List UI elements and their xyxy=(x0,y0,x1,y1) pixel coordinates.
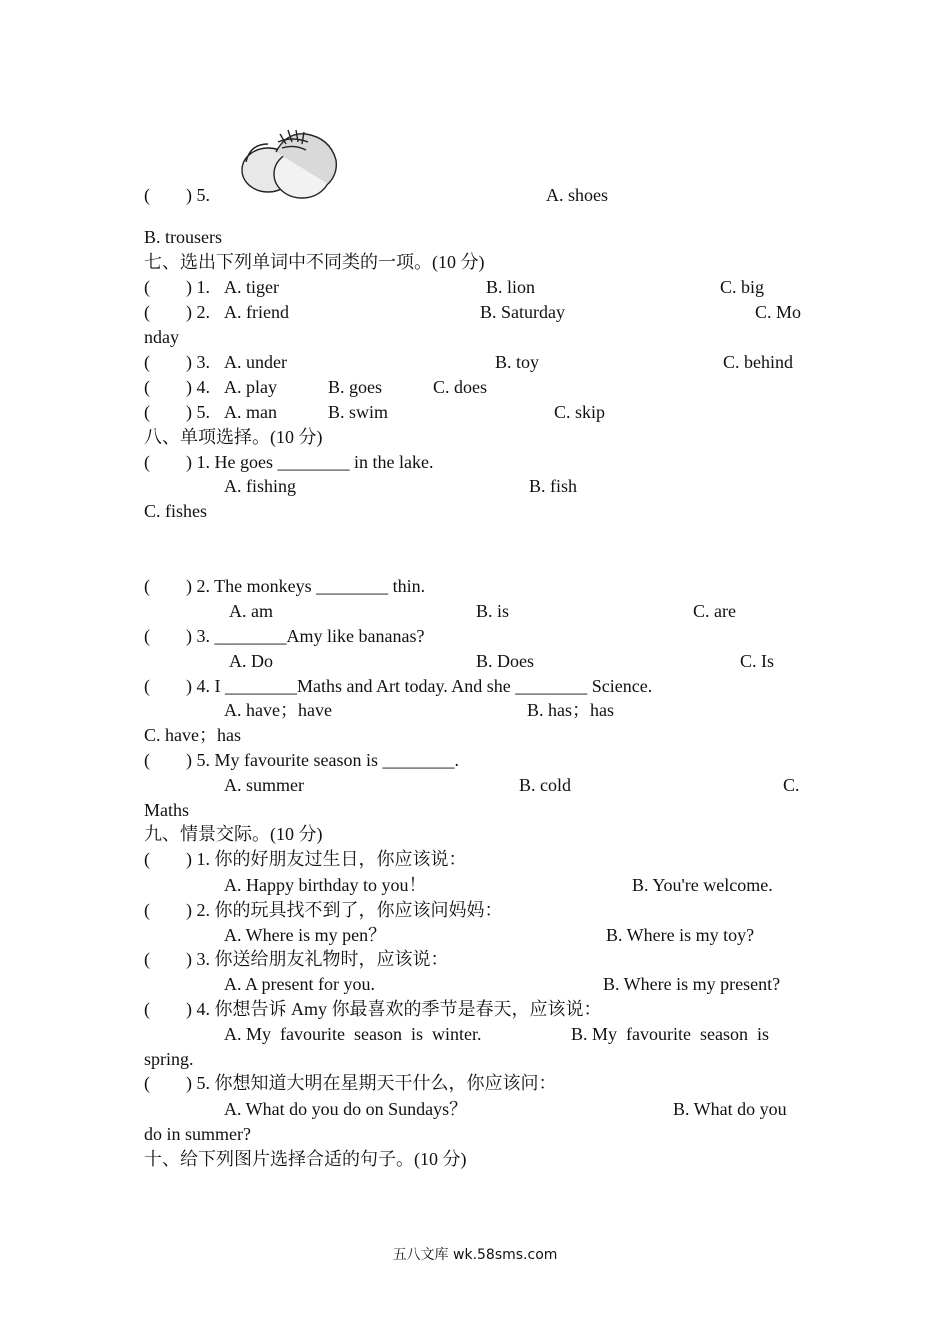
s8-q2-option-b: B. is xyxy=(476,601,510,621)
s9-q2-question: ( ) 2. 你的玩具找不到了，你应该问妈妈： xyxy=(144,900,503,920)
s7-q4-option-a: A. play xyxy=(224,377,277,397)
s9-q2-option-b: B. Where is my toy? xyxy=(606,925,755,945)
s9-q4-option-b: B. My favourite season is xyxy=(571,1024,769,1044)
s8-q3-option-b: B. Does xyxy=(476,651,534,671)
s7-q5-option-b: B. swim xyxy=(328,402,389,422)
s8-q3-question: ( ) 3. ________Amy like bananas? xyxy=(144,626,425,646)
s9-q4-question: ( ) 4. 你想告诉 Amy 你最喜欢的季节是春天，应该说： xyxy=(144,999,602,1019)
s7-q5-number: ( ) 5. xyxy=(144,402,210,422)
s8-q4-option-a: A. have；have xyxy=(224,700,332,720)
s7-q5-option-a: A. man xyxy=(224,402,277,422)
s9-q1-option-b: B. You're welcome. xyxy=(632,875,773,895)
section-7-title: 七、选出下列单词中不同类的一项。(10 分) xyxy=(144,252,485,272)
s8-q2-question: ( ) 2. The monkeys ________ thin. xyxy=(144,576,426,596)
sneakers-pair-icon xyxy=(236,122,344,202)
s7-q1-option-a: A. tiger xyxy=(224,277,279,297)
s7-q4-option-b: B. goes xyxy=(328,377,382,397)
s7-q2-number: ( ) 2. xyxy=(144,302,210,322)
s7-q2-option-a: A. friend xyxy=(224,302,289,322)
s7-q3-option-a: A. under xyxy=(224,352,287,372)
s7-q5-option-c: C. skip xyxy=(554,402,606,422)
section-8-title: 八、单项选择。(10 分) xyxy=(144,427,323,447)
s9-q1-question: ( ) 1. 你的好朋友过生日，你应该说： xyxy=(144,849,467,869)
s7-q2-option-c-cont: nday xyxy=(144,327,179,347)
s8-q5-option-b: B. cold xyxy=(519,775,571,795)
s9-q5-option-b-cont: do in summer? xyxy=(144,1124,251,1144)
s9-q4-option-b-cont: spring. xyxy=(144,1049,194,1069)
s8-q5-option-c-cont: Maths xyxy=(144,800,189,820)
s7-q1-option-c: C. big xyxy=(720,277,765,297)
s7-q3-option-b: B. toy xyxy=(495,352,540,372)
s8-q4-question: ( ) 4. I ________Maths and Art today. And she ________ Science. xyxy=(144,676,653,696)
s7-q4-number: ( ) 4. xyxy=(144,377,210,397)
s8-q4-option-c: C. have；has xyxy=(144,725,241,745)
s8-q2-option-a: A. am xyxy=(229,601,273,621)
s9-q5-option-a: A. What do you do on Sundays？ xyxy=(224,1099,468,1119)
s8-q2-option-c: C. are xyxy=(693,601,736,621)
s7-q3-option-c: C. behind xyxy=(723,352,793,372)
s8-q3-option-a: A. Do xyxy=(229,651,273,671)
q6-5-option-b: B. trousers xyxy=(144,227,222,247)
s8-q5-question: ( ) 5. My favourite season is ________. xyxy=(144,750,459,770)
s8-q3-option-c: C. Is xyxy=(740,651,775,671)
s8-q1-option-c: C. fishes xyxy=(144,501,207,521)
q6-5-option-a: A. shoes xyxy=(546,185,608,205)
s9-q3-option-b: B. Where is my present? xyxy=(603,974,781,994)
s8-q4-option-b: B. has；has xyxy=(527,700,614,720)
s7-q1-option-b: B. lion xyxy=(486,277,536,297)
s8-q1-option-b: B. fish xyxy=(529,476,578,496)
s9-q3-option-a: A. A present for you. xyxy=(224,974,375,994)
s8-q5-option-a: A. summer xyxy=(224,775,304,795)
s7-q1-number: ( ) 1. xyxy=(144,277,210,297)
s9-q4-option-a: A. My favourite season is winter. xyxy=(224,1024,482,1044)
section-10-title: 十、给下列图片选择合适的句子。(10 分) xyxy=(144,1149,467,1169)
s8-q1-question: ( ) 1. He goes ________ in the lake. xyxy=(144,452,434,472)
s9-q5-question: ( ) 5. 你想知道大明在星期天干什么，你应该问： xyxy=(144,1073,557,1093)
section-9-title: 九、情景交际。(10 分) xyxy=(144,824,323,844)
s8-q5-option-c: C. xyxy=(783,775,800,795)
footer-watermark: 五八文库 wk.58sms.com xyxy=(392,1247,558,1263)
s9-q5-option-b: B. What do you xyxy=(673,1099,787,1119)
s7-q3-number: ( ) 3. xyxy=(144,352,210,372)
s7-q2-option-c: C. Mo xyxy=(755,302,802,322)
s7-q4-option-c: C. does xyxy=(433,377,487,397)
q6-5-number: ( ) 5. xyxy=(144,185,210,205)
s9-q1-option-a: A. Happy birthday to you！ xyxy=(224,875,427,895)
s9-q3-question: ( ) 3. 你送给朋友礼物时，应该说： xyxy=(144,949,449,969)
s7-q2-option-b: B. Saturday xyxy=(480,302,565,322)
s8-q1-option-a: A. fishing xyxy=(224,476,296,496)
s9-q2-option-a: A. Where is my pen？ xyxy=(224,925,387,945)
